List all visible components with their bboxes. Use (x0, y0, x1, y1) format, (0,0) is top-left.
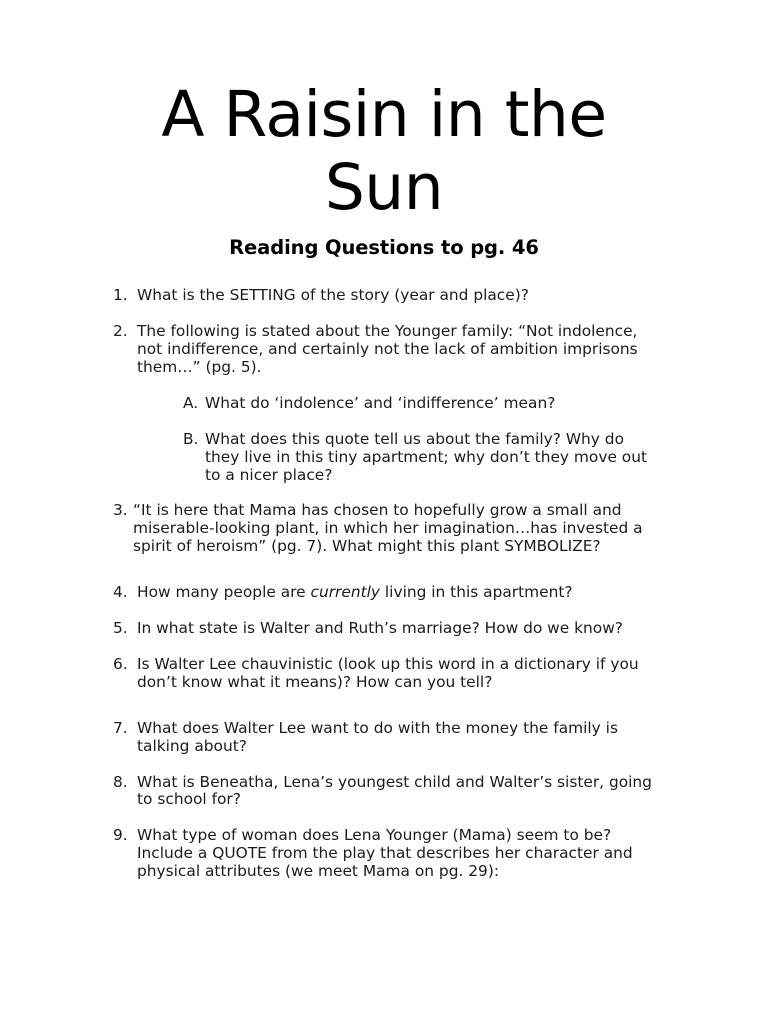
question-number: 4. (113, 583, 128, 602)
question-text: “It is here that Mama has chosen to hopefully grow a small and miserable-looking plant, in which her imagination…has invested a spirit of heroism” (pg. 7). What might this plant SYMBOLIZE? (133, 501, 643, 556)
subquestion-text: What do ‘indolence’ and ‘indifference’ mean? (205, 393, 556, 412)
question-item (113, 620, 656, 638)
question-text: In what state is Walter and Ruth’s marriage? How do we know? (137, 619, 623, 638)
question-number: 9. (113, 826, 128, 845)
question-number: 6. (113, 654, 128, 673)
question-item (113, 827, 656, 881)
subquestion-text: What does this quote tell us about the family? Why do they live in this tiny apartment; why don’t they move out to a nicer place? (205, 429, 648, 484)
question-item (113, 323, 656, 377)
question-item (113, 774, 656, 810)
question-text (137, 583, 573, 601)
question-item (113, 720, 656, 756)
question-text-emphasis: currently (310, 583, 381, 602)
question-text: What type of woman does Lena Younger (Mama) seem to be? Include a QUOTE from the play that describes her character and physical attributes (we meet Mama on pg. 29): (137, 826, 633, 881)
question-item (113, 502, 656, 556)
page-title: A Raisin in the Sun (161, 78, 607, 225)
question-number: 5. (113, 619, 128, 638)
page-subtitle: Reading Questions to pg. 46 (229, 236, 539, 260)
question-text-pre: How many people are (137, 583, 311, 602)
question-number: 8. (113, 772, 128, 791)
question-text: What is Beneatha, Lena’s youngest child and Walter’s sister, going to school for? (137, 772, 652, 809)
question-item (113, 656, 656, 692)
subquestion-item (183, 431, 656, 485)
question-text: Is Walter Lee chauvinistic (look up this word in a dictionary if you don’t know what it means)? How can you tell? (137, 654, 639, 691)
subquestion-letter: B. (183, 429, 199, 448)
question-item (113, 584, 656, 602)
question-number: 7. (113, 718, 128, 737)
subquestion-item (183, 395, 656, 413)
question-text: The following is stated about the Younger family: “Not indolence, not indifference, and certainly not the lack of ambition imprisons them…” (pg. 5). (137, 322, 638, 376)
question-number: 2. (113, 322, 128, 341)
question-text: What does Walter Lee want to do with the money the family is talking about? (137, 718, 618, 755)
question-number: 3. (113, 501, 128, 520)
question-number: 1. (113, 286, 128, 305)
subquestion-list (113, 395, 656, 485)
question-list (0, 259, 768, 881)
question-text-post: living in this apartment? (380, 583, 573, 602)
question-item (113, 287, 656, 305)
question-text: What is the SETTING of the story (year and place)? (137, 286, 529, 305)
subquestion-letter: A. (183, 393, 199, 412)
